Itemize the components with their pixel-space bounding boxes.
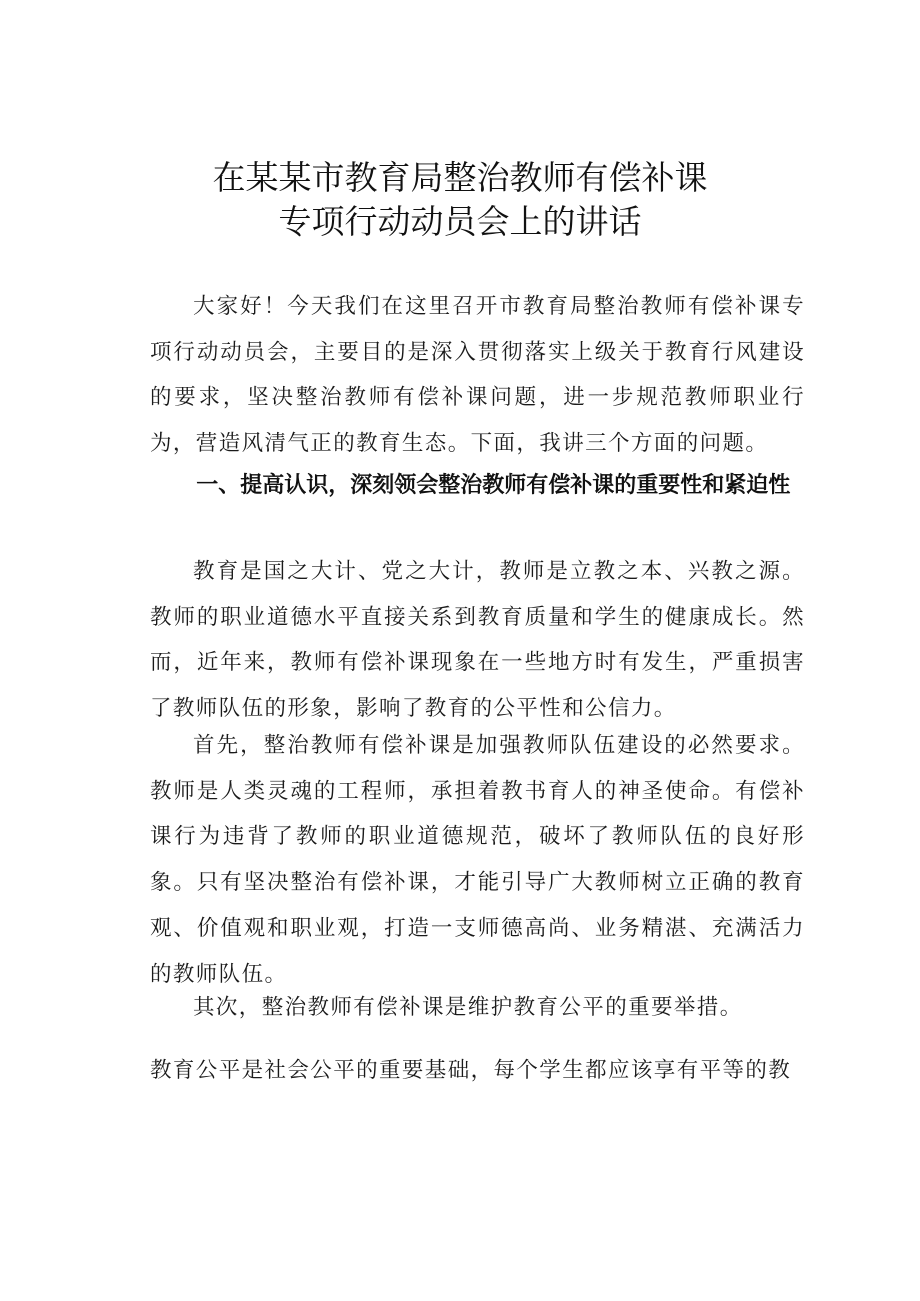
section-1-heading: 一、提高认识，深刻领会整治教师有偿补课的重要性和紧迫性 xyxy=(196,473,791,498)
section-1-paragraph-2: 首先，整治教师有偿补课是加强教师队伍建设的必然要求。教师是人类灵魂的工程师，承担着教书育人的神圣使命。有偿补课行为违背了教师的职业道德规范，破坏了教师队伍的良好形象。只有坚决整治有偿补课，才能引导广大教师树立正确的教育观、价值观和职业观，打造一支师德高尚、业务精湛、充满活力的教师队伍。 xyxy=(150,733,805,987)
section-1-paragraph-3: 其次，整治教师有偿补课是维护教育公平的重要举措。 xyxy=(193,995,743,1020)
document-title-line-1: 在某某市教育局整治教师有偿补课 xyxy=(212,158,708,197)
document-title-line-2: 专项行动动员会上的讲话 xyxy=(278,202,642,241)
section-1-paragraph-4: 教育公平是社会公平的重要基础，每个学生都应该享有平等的教 xyxy=(150,1058,792,1083)
section-1-paragraph-1: 教育是国之大计、党之大计，教师是立教之本、兴教之源。教师的职业道德水平直接关系到教育质量和学生的健康成长。然而，近年来，教师有偿补课现象在一些地方时有发生，严重损害了教师队伍的形象，影响了教育的公平性和公信力。 xyxy=(150,559,805,722)
intro-paragraph: 大家好！今天我们在这里召开市教育局整治教师有偿补课专项行动动员会，主要目的是深入贯彻落实上级关于教育行风建设的要求，坚决整治教师有偿补课问题，进一步规范教师职业行为，营造风清气正的教育生态。下面，我讲三个方面的问题。 xyxy=(150,294,805,457)
